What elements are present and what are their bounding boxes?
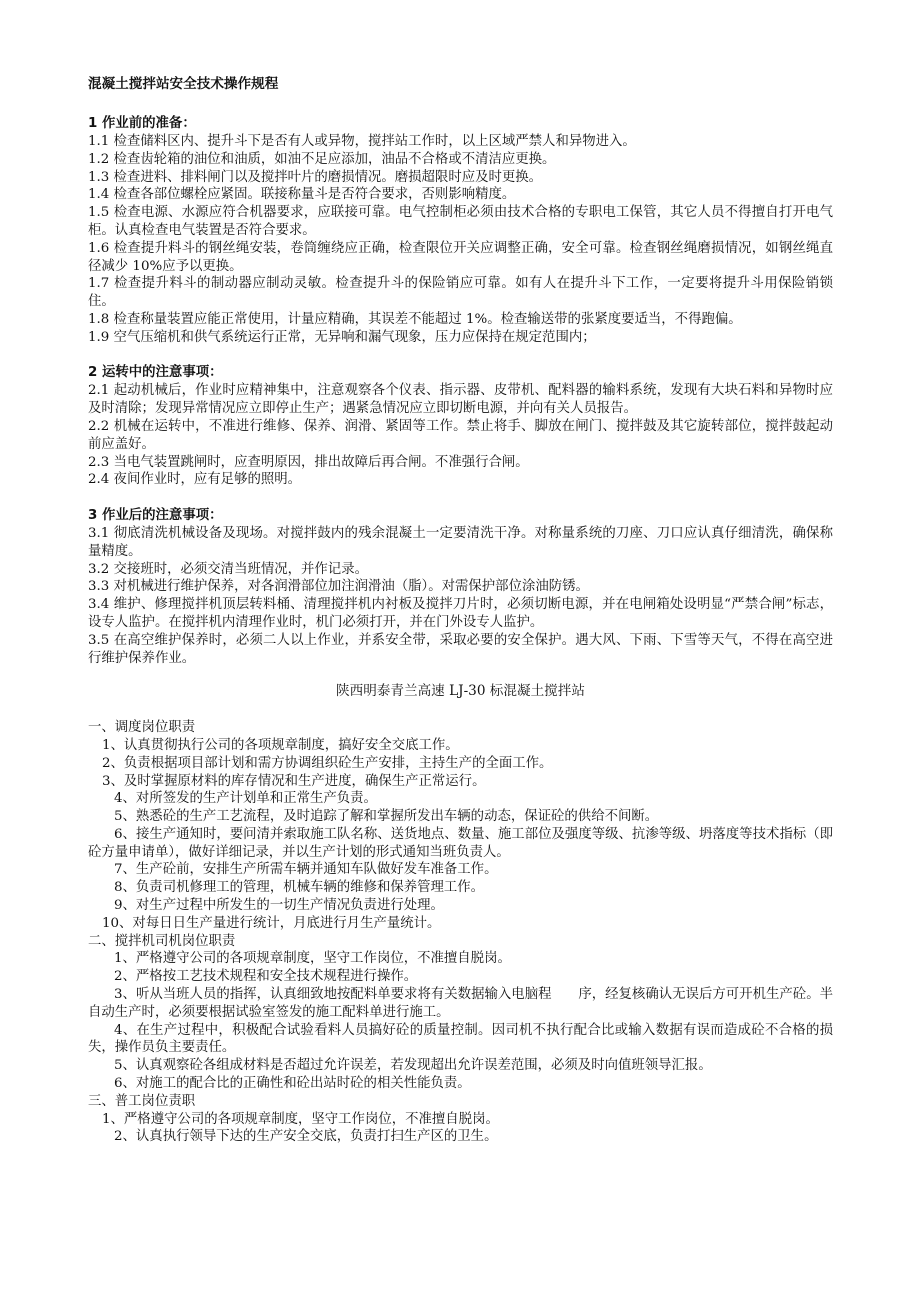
- rule-item: 1.1 检查储料区内、提升斗下是否有人或异物，搅拌站工作时，以上区域严禁人和异物进入。: [88, 134, 636, 149]
- rule-item: 2.2 机械在运转中，不准进行维修、保养、润滑、紧固等工作。禁止将手、脚放在闸门、搅拌鼓及其它旋转部位，搅拌鼓起动前应盖好。: [88, 418, 833, 452]
- duty-group-mixer-driver: [88, 933, 833, 1093]
- duty-item: 4、在生产过程中，积极配合试验看料人员搞好砼的质量控制。因司机不执行配合比或输入数据有误而造成砼不合格的损失，操作员负主要责任。: [88, 1022, 833, 1056]
- duty-heading: 一、调度岗位职责: [88, 720, 196, 736]
- duty-item: 2、认真执行领导下达的生产安全交底，负责打扫生产区的卫生。: [114, 1129, 498, 1145]
- duty-item: 1、严格遵守公司的各项规章制度，坚守工作岗位，不准擅自脱岗。: [114, 951, 511, 967]
- duty-group-laborer: [88, 1093, 833, 1146]
- duty-item: 8、负责司机修理工的管理，机械车辆的维修和保养管理工作。: [114, 880, 485, 896]
- section-during-operation: [88, 364, 833, 489]
- duty-item: 2、严格按工艺技术规程和安全技术规程进行操作。: [114, 969, 418, 985]
- duty-item: 1、严格遵守公司的各项规章制度，坚守工作岗位，不准擅自脱岗。: [102, 1111, 499, 1127]
- duty-item: 3、及时掌握原材料的库存情况和生产进度，确保生产正常运行。: [102, 773, 486, 789]
- rule-item: 3.4 维护、修理搅拌机顶层转料桶、清理搅拌机内衬板及搅拌刀片时，必须切断电源，并在电闸箱处设明显“严禁合闸”标志，设专人监护。在搅拌机内清理作业时，机门必须打开，并在门外设专人监护。: [88, 597, 833, 630]
- rule-item: 2.3 当电气装置跳闸时，应查明原因，排出故障后再合闸。不准强行合闸。: [88, 454, 529, 470]
- section-before-work: [88, 115, 833, 347]
- document-page: [88, 74, 833, 1146]
- rule-item: 3.5 在高空维护保养时，必须二人以上作业，并系安全带，采取必要的安全保护。遇大风、下雨、下雪等天气，不得在高空进行维护保养作业。: [88, 632, 833, 666]
- duty-heading: 二、搅拌机司机岗位职责: [88, 933, 236, 949]
- duty-item: 7、生产砼前，安排生产所需车辆并通知车队做好发车准备工作。: [114, 862, 498, 878]
- duty-item: 5、熟悉砼的生产工艺流程，及时追踪了解和掌握所发出车辆的动态，保证砼的供给不间断。: [114, 809, 659, 825]
- part2-title: 陕西明泰青兰高速 LJ-30 标混凝土搅拌站: [336, 683, 585, 700]
- rule-item: 1.9 空气压缩机和供气系统运行正常，无异响和漏气现象，压力应保持在规定范围内；: [88, 329, 596, 345]
- rule-item: 1.7 检查提升料斗的制动器应制动灵敏。检查提升斗的保险销应可靠。如有人在提升斗下工作，一定要将提升斗用保险销锁住。: [88, 276, 833, 310]
- rule-item: 2.4 夜间作业时，应有足够的照明。: [88, 472, 302, 488]
- rule-item: 1.8 检查称量装置应能正常使用，计量应精确，其误差不能超过 1%。检查输送带的张紧度要适当，不得跑偏。: [88, 311, 742, 327]
- section-heading: 3 作业后的注意事项：: [88, 507, 223, 523]
- duty-item: 10、对每日日生产量进行统计，月底进行月生产量统计。: [102, 915, 441, 931]
- rule-item: 1.4 检查各部位螺栓应紧固。联接称量斗是否符合要求，否则影响精度。: [88, 187, 516, 203]
- rule-item: 3.1 彻底清洗机械设备及现场。对搅拌鼓内的残余混凝土一定要清洗干净。对称量系统的刀座、刀口应认真仔细清洗，确保称量精度。: [88, 525, 833, 559]
- duty-item: 6、对施工的配合比的正确性和砼出站时砼的相关性能负责。: [114, 1076, 471, 1092]
- duty-heading: 三、普工岗位责职: [88, 1093, 196, 1109]
- rule-item: 1.3 检查进料、排料闸门以及搅拌叶片的磨损情况。磨损超限时应及时更换。: [88, 169, 543, 185]
- duty-group-dispatcher: [88, 719, 833, 933]
- section-heading: 2 运转中的注意事项：: [88, 365, 223, 381]
- duty-item: 1、认真贯彻执行公司的各项规章制度，搞好安全交底工作。: [102, 737, 459, 753]
- section-heading: 1 作业前的准备：: [88, 116, 196, 131]
- rule-item: 1.2 检查齿轮箱的油位和油质，如油不足应添加，油品不合格或不清洁应更换。: [88, 151, 556, 167]
- section-after-work: [88, 507, 833, 667]
- rule-item: 3.2 交接班时，必须交清当班情况，并作记录。: [88, 561, 368, 577]
- rule-item: 1.6 检查提升料斗的钢丝绳安装，卷筒缠绕应正确，检查限位开关应调整正确，安全可靠。检查钢丝绳磨损情况，如钢丝绳直径减少 10%应予以更换。: [88, 240, 833, 274]
- duty-item: 3、听从当班人员的指挥，认真细致地按配料单要求将有关数据输入电脑程 序，经复核确认无误后方可开机生产砼。半自动生产时，必须要根据试验室签发的施工配料单进行施工。: [88, 987, 833, 1020]
- duty-item: 2、负责根据项目部计划和需方协调组织砼生产安排，主持生产的全面工作。: [102, 755, 553, 771]
- duties-list: [88, 719, 833, 1146]
- rule-item: 1.5 检查电源、水源应符合机器要求，应联接可靠。电气控制柜必须由技术合格的专职电工保管，其它人员不得擅自打开电气柜。认真检查电气装置是否符合要求。: [88, 205, 833, 238]
- duty-item: 9、对生产过程中所发生的一切生产情况负责进行处理。: [114, 898, 444, 914]
- document-title: 混凝土搅拌站安全技术操作规程: [88, 76, 279, 92]
- duty-item: 4、对所签发的生产计划单和正常生产负责。: [114, 791, 377, 807]
- rule-item: 2.1 起动机械后，作业时应精神集中，注意观察各个仪表、指示器、皮带机、配料器的输料系统，发现有大块石料和异物时应及时清除；发现异常情况应立即停止生产；遇紧急情况应立即切断电源，并向有关人员报告。: [88, 383, 833, 417]
- rule-item: 3.3 对机械进行维护保养，对各润滑部位加注润滑油（脂）。对需保护部位涂油防锈。: [88, 579, 589, 595]
- duty-item: 5、认真观察砼各组成材料是否超过允许误差，若发现超出允许误差范围，必须及时向值班领导汇报。: [114, 1058, 712, 1074]
- duty-item: 6、接生产通知时，要问清并索取施工队名称、送货地点、数量、施工部位及强度等级、抗渗等级、坍落度等技术指标（即砼方量申请单），做好详细记录，并以生产计划的形式通知当班负责人。: [88, 826, 833, 860]
